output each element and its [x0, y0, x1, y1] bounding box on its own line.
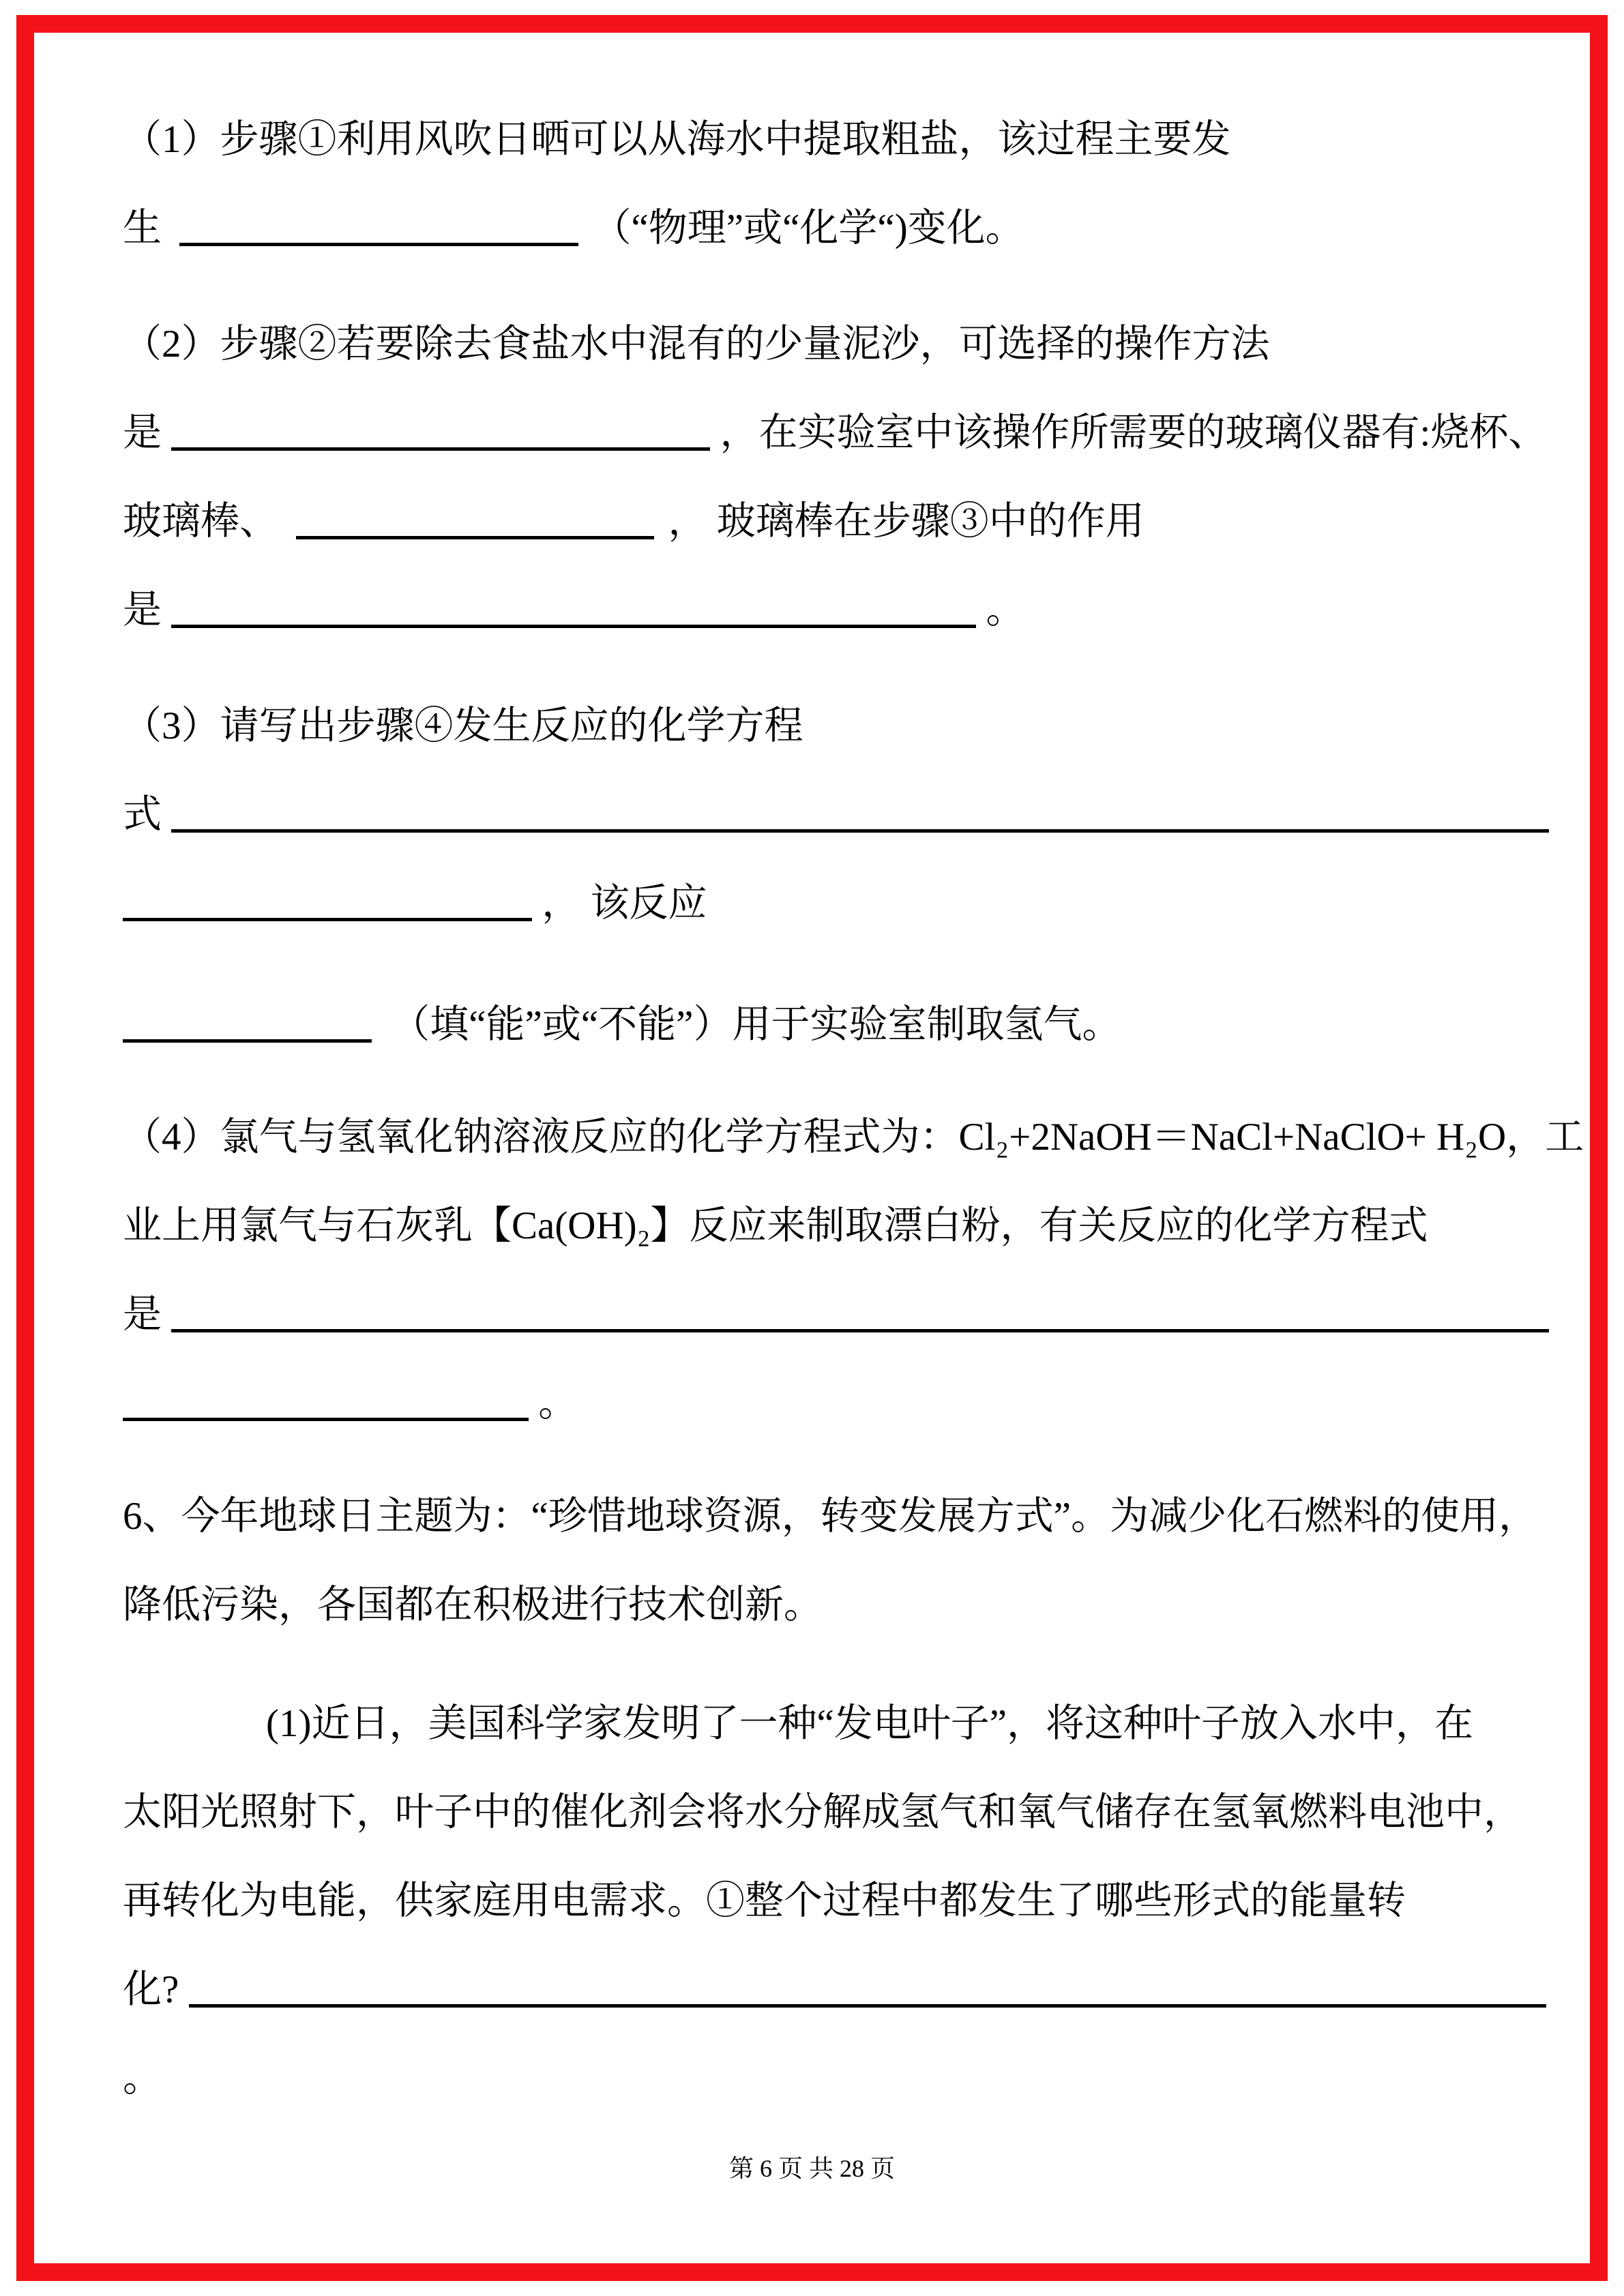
answer-blank-underline [296, 502, 654, 539]
q5-p2-line3-post: ， 玻璃棒在步骤③中的作用 [668, 500, 1145, 543]
q5-p3-line1-text: （3）请写出步骤④发生反应的化学方程 [123, 704, 803, 747]
answer-blank-underline [171, 413, 710, 451]
q5-p1-line2 [123, 184, 1569, 273]
q5-p4-line2-text: 业上用氯气与石灰乳【Ca(OH)₂】反应来制取漂白粉，有关反应的化学方程式 [123, 1204, 1428, 1247]
q6-p1-line3 [123, 1857, 1569, 1945]
q5-p2-line3 [123, 477, 1569, 566]
q6-p1-line2-text: 太阳光照射下，叶子中的催化剂会将水分解成氢气和氧气储存在氢氧燃料电池中， [123, 1791, 1522, 1834]
answer-blank-underline [123, 1005, 372, 1043]
q5-p4-line1 [123, 1093, 1584, 1182]
q5-p4-line4 [123, 1359, 1569, 1448]
q6-intro-line1-text: 6、今年地球日主题为：“珍惜地球资源，转变发展方式”。为减少化石燃料的使用， [123, 1495, 1538, 1538]
q5-p2-line2 [123, 389, 1569, 477]
q5-p4-line4-post: 。 [538, 1382, 578, 1425]
q5-p4-line3 [123, 1270, 1569, 1359]
q5-p2-line3-pre: 玻璃棒、 [123, 500, 278, 543]
q5-p2-line4-post: 。 [986, 588, 1025, 631]
answer-blank-underline [171, 795, 1549, 833]
q5-p1-line2-post: （“物理”或“化学“)变化。 [592, 207, 1024, 250]
q5-p4-line3-pre: 是 [123, 1293, 162, 1336]
q5-p3-line3-post: ， 该反应 [542, 882, 707, 925]
q5-p3-line4-post: （填“能”或“不能”）用于实验室制取氢气。 [391, 1003, 1121, 1046]
answer-blank-underline [189, 1970, 1546, 2008]
q5-p3-line1 [123, 682, 1569, 771]
q5-p2-line4 [123, 566, 1569, 655]
question5-part1 [123, 95, 1569, 273]
page-content [123, 95, 1584, 2123]
answer-blank-underline [123, 1384, 529, 1421]
q6-p1-line2 [123, 1768, 1569, 1857]
q5-p3-line4 [123, 981, 1569, 1069]
answer-blank-underline [171, 1295, 1549, 1332]
q5-p2-line2-post: ，在实验室中该操作所需要的玻璃仪器有:烧杯、 [720, 411, 1548, 454]
question5-part4 [123, 1093, 1584, 1448]
q5-p2-line1-text: （2）步骤②若要除去食盐水中混有的少量泥沙，可选择的操作方法 [123, 323, 1270, 366]
q6-p1-line1 [123, 1680, 1569, 1768]
q5-p1-line1 [123, 95, 1569, 184]
question5-part3 [123, 682, 1569, 948]
q6-p1-line4 [123, 1945, 1569, 2034]
answer-blank-underline [171, 591, 976, 628]
page-number-text: 第 6 页 共 28 页 [728, 2155, 895, 2182]
q6-intro-line2 [123, 1561, 1569, 1650]
q6-intro-line2-text: 降低污染，各国都在积极进行技术创新。 [123, 1583, 823, 1626]
q5-p3-line3 [123, 859, 1569, 948]
answer-blank-underline [123, 884, 532, 921]
q6-p1-line5 [123, 2034, 1569, 2123]
page-number-footer [0, 2148, 1624, 2189]
q5-p2-line1 [123, 300, 1569, 389]
question5-part2 [123, 300, 1569, 655]
q5-p2-line4-pre: 是 [123, 588, 162, 631]
q6-p1-line3-text: 再转化为电能，供家庭用电需求。①整个过程中都发生了哪些形式的能量转 [123, 1879, 1406, 1922]
q5-p1-line2-pre: 生 [123, 207, 162, 250]
q6-p1-line1-text: (1)近日，美国科学家发明了一种“发电叶子”，将这种叶子放入水中，在 [266, 1702, 1474, 1745]
q5-p3-line2-pre: 式 [123, 793, 162, 836]
q5-p3-line2 [123, 771, 1569, 859]
q6-p1-line4-pre: 化? [123, 1968, 179, 2011]
question5-part3-continued [123, 981, 1569, 1069]
question6-part1 [123, 1680, 1569, 2123]
answer-blank-underline [179, 209, 578, 246]
q5-p4-line1-text: （4）氯气与氢氧化钠溶液反应的化学方程式为：Cl₂+2NaOH＝NaCl+NaClO+ H₂O，工 [123, 1116, 1584, 1159]
q6-intro-line1 [123, 1472, 1569, 1561]
q5-p4-line2 [123, 1182, 1569, 1270]
q5-p2-line2-pre: 是 [123, 411, 162, 454]
q6-p1-line5-text: 。 [123, 2057, 162, 2100]
q5-p1-line1-text: （1）步骤①利用风吹日晒可以从海水中提取粗盐，该过程主要发 [123, 118, 1231, 161]
question6-intro [123, 1472, 1569, 1650]
